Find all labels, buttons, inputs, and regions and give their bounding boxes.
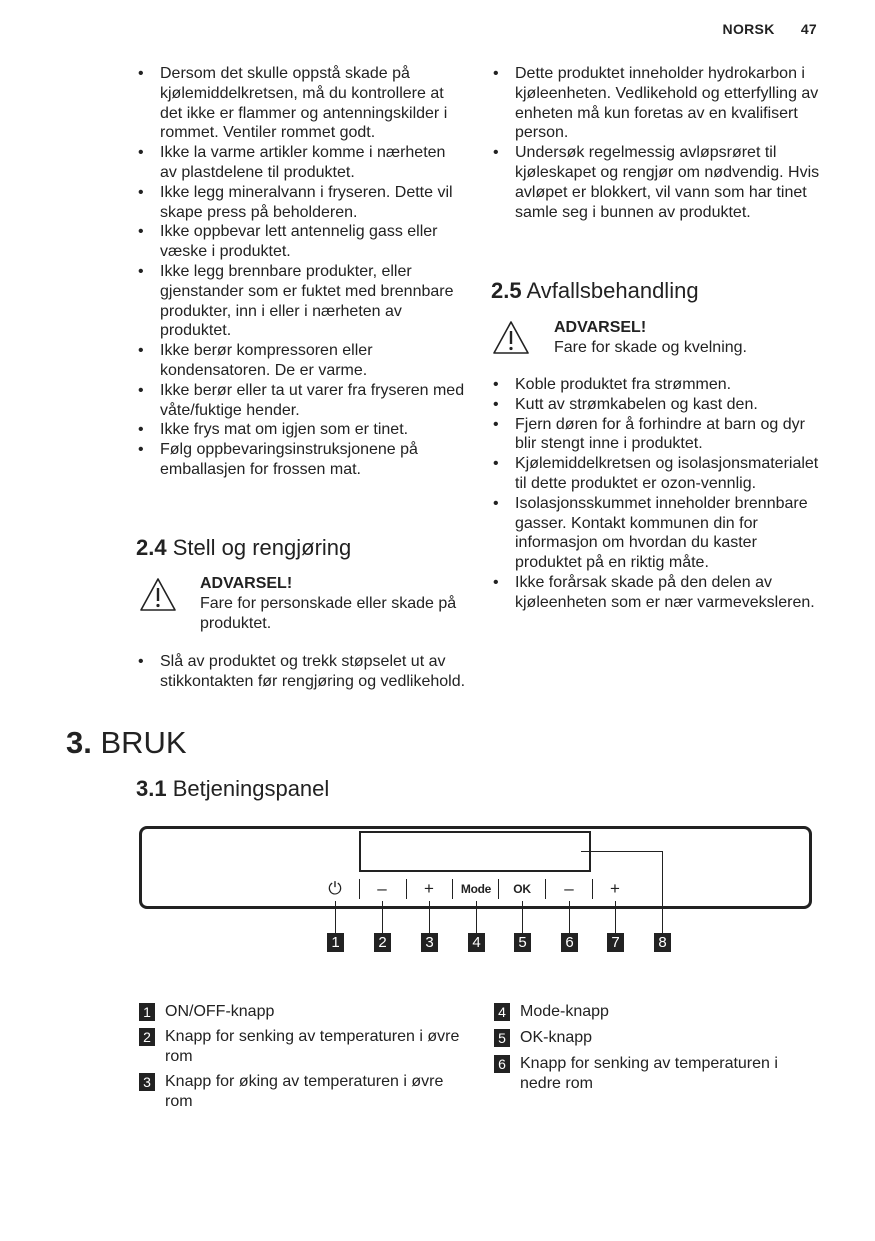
legend-number: 1 [139, 1003, 155, 1021]
callout-line [382, 901, 383, 933]
list-item: • Ikke legg mineralvann i fryseren. Dette vil skape press på beholderen. [136, 183, 466, 223]
callout-number: 7 [607, 933, 624, 952]
list-item: • Slå av produktet og trekk støpselet ut av stikkontakten før rengjøring og vedlikehold. [136, 652, 466, 692]
legend-item [494, 1028, 814, 1048]
mode-button-label: Mode [460, 882, 492, 896]
panel-divider [406, 879, 407, 899]
callout-line-display [581, 851, 663, 852]
legend-text: Knapp for senking av temperaturen i nedre rom [520, 1055, 778, 1092]
panel-divider [452, 879, 453, 899]
power-icon: ⏻ [328, 879, 342, 898]
legend-text: Knapp for øking av temperaturen i øvre rom [165, 1073, 444, 1110]
callout-line [615, 901, 616, 933]
warning-block-2-4 [200, 574, 460, 634]
callout-line [662, 851, 663, 933]
legend-item [494, 1002, 814, 1022]
minus-lower-icon: – [564, 879, 574, 898]
warning-text: Fare for skade og kvelning. [554, 339, 747, 356]
list-item: • Dette produktet inneholder hydrokarbon i kjøleenheten. Vedlikehold og etterfylling av enheten må kun foretas av en kvalifisert person. [491, 64, 821, 143]
warning-title: ADVARSEL! [200, 575, 293, 592]
list-item: • Isolasjonsskummet inneholder brennbare gasser. Kontakt kommunen din for informasjon om hvordan du kaster produktet på en riktig måte. [491, 494, 821, 573]
legend-text: OK-knapp [520, 1029, 593, 1046]
section-2-4-heading: 2.4 Stell og rengjøring [136, 535, 352, 560]
legend-right [494, 1002, 814, 1099]
panel-divider [545, 879, 546, 899]
section-3-1-heading: 3.1 Betjeningspanel [136, 776, 330, 801]
warning-icon [492, 320, 530, 355]
list-item: • Ikke berør eller ta ut varer fra fryseren med våte/fuktige hender. [136, 381, 466, 421]
legend-item [139, 1002, 464, 1022]
legend-item [139, 1072, 464, 1112]
right-safety-list [491, 64, 821, 222]
list-item: • Ikke la varme artikler komme i nærheten av plastdelene til produktet. [136, 143, 466, 183]
page-number: 47 [800, 21, 817, 37]
section-2-5-list [491, 375, 821, 613]
callout-number: 2 [374, 933, 391, 952]
chapter-3-heading: 3. BRUK [66, 725, 187, 760]
list-item: • Ikke berør kompressoren eller kondensatoren. De er varme. [136, 341, 466, 381]
panel-display [359, 831, 591, 872]
list-item: • Koble produktet fra strømmen. [491, 375, 821, 395]
panel-divider [359, 879, 360, 899]
legend-number: 3 [139, 1073, 155, 1091]
legend-left [139, 1002, 464, 1117]
legend-number: 5 [494, 1029, 510, 1047]
legend-text: Mode-knapp [520, 1003, 609, 1020]
page-header [701, 21, 817, 37]
list-item: • Kutt av strømkabelen og kast den. [491, 395, 821, 415]
callout-number: 3 [421, 933, 438, 952]
callout-line [522, 901, 523, 933]
callout-number: 6 [561, 933, 578, 952]
legend-item [494, 1054, 814, 1094]
legend-number: 4 [494, 1003, 510, 1021]
plus-lower-icon: + [610, 879, 620, 898]
list-item: • Fjern døren for å forhindre at barn og dyr blir stengt inne i produktet. [491, 415, 821, 455]
plus-upper-icon: + [424, 879, 434, 898]
callout-number: 1 [327, 933, 344, 952]
warning-icon [139, 577, 177, 612]
ok-button-label: OK [513, 882, 531, 896]
left-safety-list [136, 64, 466, 480]
list-item: • Ikke frys mat om igjen som er tinet. [136, 420, 466, 440]
legend-item [139, 1027, 464, 1067]
list-item: • Kjølemiddelkretsen og isolasjonsmaterialet til dette produktet er ozon-vennlig. [491, 454, 821, 494]
panel-divider [592, 879, 593, 899]
callout-number: 4 [468, 933, 485, 952]
list-item: • Ikke legg brennbare produkter, eller gjenstander som er fuktet med brennbare produkter, inn i eller i nærheten av produktet. [136, 262, 466, 341]
list-item: • Undersøk regelmessig avløpsrøret til kjøleskapet og rengjør om nødvendig. Hvis avløpet er blokkert, vil vann som har tinet samle seg i bunnen av produktet. [491, 143, 821, 222]
callout-line [429, 901, 430, 933]
language-label: NORSK [722, 21, 775, 37]
legend-text: Knapp for senking av temperaturen i øvre rom [165, 1028, 460, 1065]
minus-upper-icon: – [377, 879, 387, 898]
callout-line [335, 901, 336, 933]
section-2-5-heading: 2.5 Avfallsbehandling [491, 278, 699, 303]
warning-text: Fare for personskade eller skade på produktet. [200, 595, 457, 632]
callout-number: 8 [654, 933, 671, 952]
callout-number: 5 [514, 933, 531, 952]
legend-number: 6 [494, 1055, 510, 1073]
warning-title: ADVARSEL! [554, 319, 647, 336]
panel-divider [498, 879, 499, 899]
warning-block-2-5 [554, 318, 814, 358]
legend-number: 2 [139, 1028, 155, 1046]
legend-text: ON/OFF-knapp [165, 1003, 275, 1020]
list-item: • Ikke oppbevar lett antennelig gass eller væske i produktet. [136, 222, 466, 262]
list-item: • Ikke forårsak skade på den delen av kjøleenheten som er nær varmeveksleren. [491, 573, 821, 613]
callout-line [476, 901, 477, 933]
section-2-4-list [136, 652, 466, 692]
list-item: • Dersom det skulle oppstå skade på kjølemiddelkretsen, må du kontrollere at det ikke er flammer og antenningskilder i rommet. Ventiler rommet godt. [136, 64, 466, 143]
callout-line [569, 901, 570, 933]
list-item: • Følg oppbevaringsinstruksjonene på emballasjen for frossen mat. [136, 440, 466, 480]
